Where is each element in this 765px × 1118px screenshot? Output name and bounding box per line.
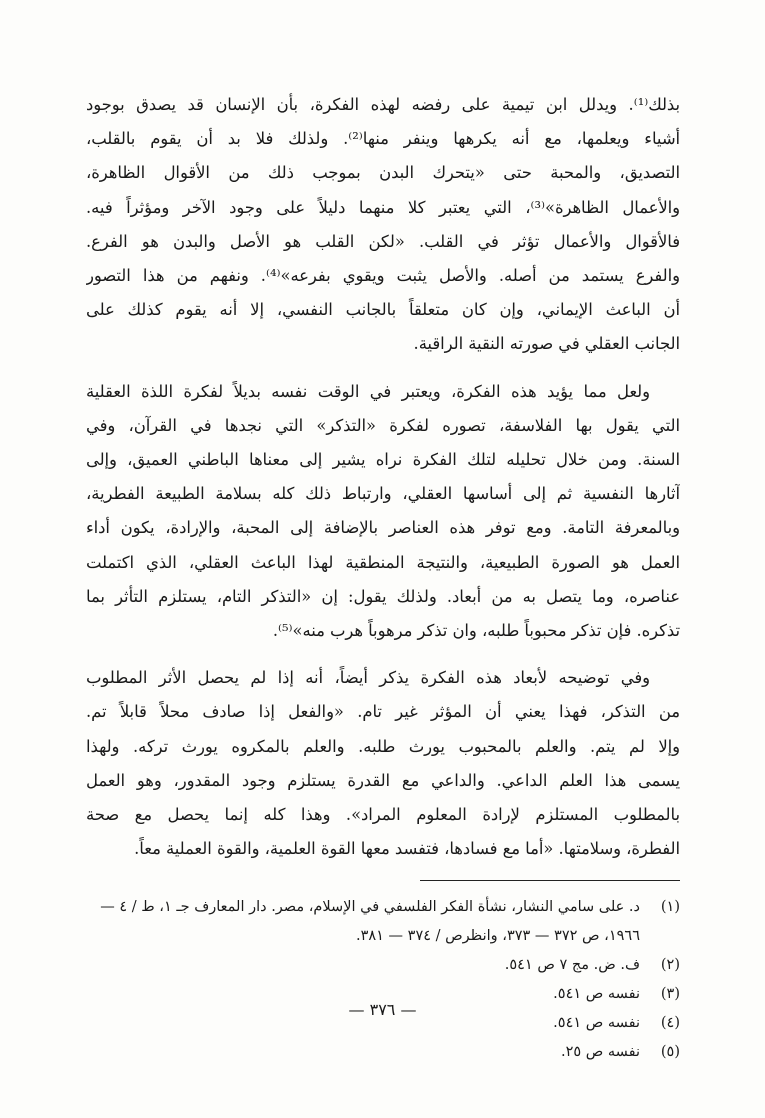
text-line: بالمطلوب المستلزم لإرادة المعلوم المراد». وهذا كله إنما يحصل مع صحة bbox=[86, 805, 680, 825]
footnote-number: (١) bbox=[660, 899, 680, 916]
footnote-number: (٢) bbox=[660, 957, 680, 974]
text-line: التصديق، والمحبة حتى «يتحرك البدن بموجب ذلك من الأقوال الظاهرة، bbox=[86, 163, 680, 183]
text-line: السنة. ومن خلال تحليله لتلك الفكرة نراه يشير إلى معناها الباطني العميق، وإلى bbox=[86, 450, 680, 470]
footnote-separator bbox=[420, 880, 680, 881]
text-line: بذلك⁽¹⁾. ويدلل ابن تيمية على رفضه لهذه الفكرة، بأن الإنسان قد يصدق بوجود bbox=[86, 95, 680, 114]
text-line: والفرع يستمد من أصله. والأصل يثبت ويقوي بفرعه»⁽⁴⁾. ونفهم من هذا التصور bbox=[86, 266, 680, 286]
footnote-text: نفسه ص ٢٥. bbox=[560, 1044, 640, 1061]
text-line: وبالمعرفة التامة. ومع توفر هذه العناصر بالإضافة إلى المحبة، والإرادة، يكون أداء bbox=[86, 518, 680, 538]
text-line: أن الباعث الإيماني، وإن كان متعلقاً بالجانب النفسي، إلا أنه يقوم كذلك على bbox=[86, 300, 680, 320]
footnote-number: (٣) bbox=[660, 986, 680, 1003]
text-line: التي يقول بها الفلاسفة، تصوره لفكرة «التذكر» التي نجدها في القرآن، وفي bbox=[86, 415, 680, 435]
footnote-number: (٤) bbox=[660, 1015, 680, 1032]
page-number: — ٣٧٦ — bbox=[348, 1000, 417, 1019]
text-line: من التذكر، فهذا يعني أن المؤثر غير تام. «والفعل إذا صادف محلاً قابلاً تم. bbox=[86, 702, 680, 722]
footnotes bbox=[86, 893, 680, 1067]
text-line: تذكره. فإن تذكر محبوباً طلبه، وان تذكر مرهوباً هرب منه»⁽⁵⁾. bbox=[272, 621, 680, 641]
footnote bbox=[86, 1038, 680, 1067]
footnote-text: نفسه ص ٥٤١. bbox=[553, 1015, 640, 1032]
footnote bbox=[86, 893, 680, 951]
footnote-text: د. على سامي النشار، نشأة الفكر الفلسفي في الإسلام، مصر. دار المعارف جـ ١، ط / ٤ — ١٩٦٦، ص ٣٧٢ — ٣٧٣، وانظرص / ٣٧٤ — ٣٨١. bbox=[100, 899, 640, 945]
text-line: العمل هو الصورة الطبيعية، والنتيجة المنطقية لهذا الباعث العقلي، الذي اكتملت bbox=[86, 552, 680, 572]
text-line: وفي توضيحه لأبعاد هذه الفكرة يذكر أيضاً، أنه إذا لم يحصل الأثر المطلوب bbox=[86, 668, 650, 688]
text-line: والأعمال الظاهرة»⁽³⁾، التي يعتبر كلا منهما دليلاً على وجود الآخر ومؤثراً فيه. bbox=[86, 197, 680, 217]
footnote-number: (٥) bbox=[660, 1044, 680, 1061]
paragraph bbox=[86, 661, 680, 866]
text-line: فالأقوال والأعمال تؤثر في القلب. «لكن القلب هو الأصل والبدن هو الفرع. bbox=[86, 231, 680, 251]
text-line: عناصره، وما يتصل به من أبعاد. ولذلك يقول: إن «التذكر التام، يستلزم التأثر بما bbox=[86, 586, 680, 606]
text-line: ولعل مما يؤيد هذه الفكرة، ويعتبر في الوقت نفسه بديلاً لفكرة اللذة العقلية bbox=[86, 381, 650, 401]
text-line: الجانب العقلي في صورته النقية الراقية. bbox=[413, 334, 680, 354]
text-line: أشياء ويعلمها، مع أنه يكرهها وينفر منها⁽²⁾. ولذلك فلا بد أن يقوم بالقلب، bbox=[86, 129, 680, 149]
text-line: وإلا لم يتم. والعلم بالمحبوب يورث طلبه. والعلم بالمكروه يورث تركه. ولهذا bbox=[86, 736, 680, 756]
paragraph bbox=[86, 88, 680, 362]
text-line: آثارها النفسية ثم إلى أساسها العقلي، وارتباط ذلك كله بسلامة الطبيعة الفطرية، bbox=[86, 484, 680, 504]
paragraph bbox=[86, 375, 680, 649]
footnote-text: ف. ض. مج ٧ ص ٥٤١. bbox=[504, 957, 640, 974]
main-text bbox=[86, 88, 680, 866]
text-line: يسمى هذا العلم الداعي. والداعي مع القدرة يستلزم وجود المقدور، وهو العمل bbox=[86, 770, 680, 790]
text-line: الفطرة، وسلامتها. «أما مع فسادها، فتفسد معها القوة العلمية، والقوة العملية معاً. bbox=[134, 839, 680, 859]
footnote bbox=[86, 951, 680, 980]
page-body bbox=[86, 88, 680, 1067]
footnote-text: نفسه ص ٥٤١. bbox=[553, 986, 640, 1003]
